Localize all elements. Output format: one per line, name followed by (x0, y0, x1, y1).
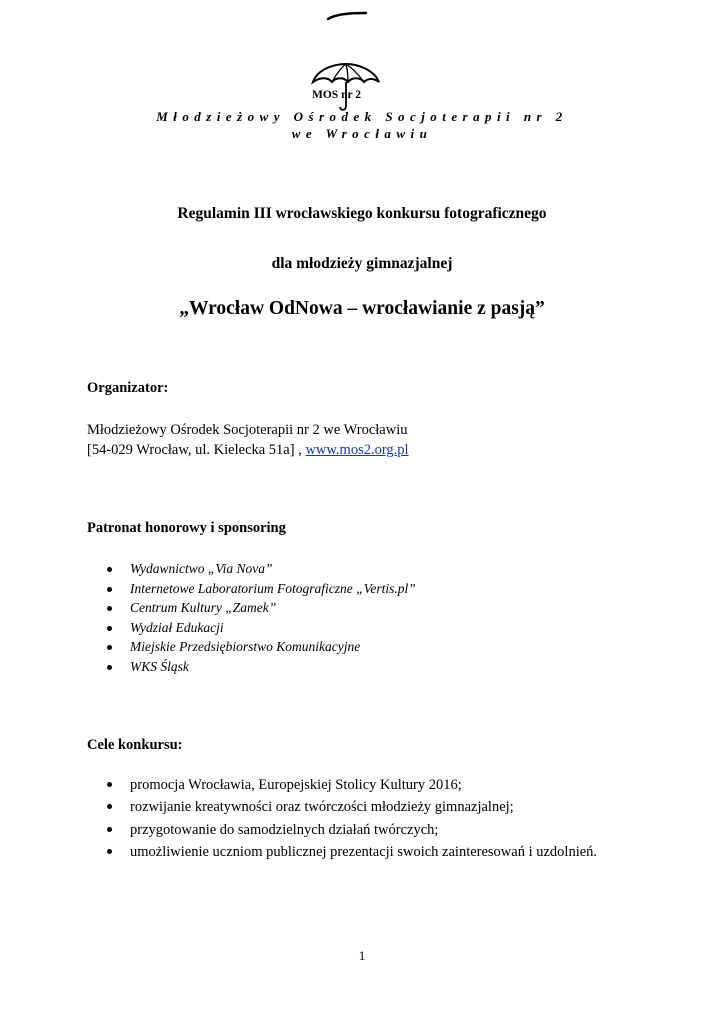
goal-item: promocja Wrocławia, Europejskiej Stolicy Kultury 2016; (106, 774, 640, 796)
goal-item: umożliwienie uczniom publicznej prezentacji swoich zainteresowań i uzdolnień. (106, 841, 640, 863)
logo-text: MOS nr 2 (312, 89, 361, 101)
goal-item: rozwijanie kreatywności oraz twórczości młodzieży gimnazjalnej; (106, 796, 640, 818)
school-name-line-2: we Wrocławiu (291, 126, 433, 141)
goals-list (106, 774, 640, 863)
goal-item: przygotowanie do samodzielnych działań twórczych; (106, 819, 640, 841)
patronage-item: Internetowe Laboratorium Fotograficzne „Vertis.pl” (106, 579, 646, 599)
pen-stroke-mark (326, 10, 368, 24)
patronage-item: Wydział Edukacji (106, 618, 646, 638)
umbrella-logo (308, 62, 382, 114)
patronage-item: Centrum Kultury „Zamek” (106, 598, 646, 618)
school-name-line-1: Młodzieżowy Ośrodek Socjoterapii nr 2 (156, 109, 568, 124)
page-number: 1 (358, 948, 366, 963)
organizer-website-link[interactable]: www.mos2.org.pl (305, 442, 409, 458)
document-subtitle: dla młodzieży gimnazjalnej (271, 255, 453, 272)
organizer-name: Młodzieżowy Ośrodek Socjoterapii nr 2 we Wrocławiu (87, 422, 408, 438)
organizer-heading: Organizator: (87, 380, 169, 396)
patronage-heading: Patronat honorowy i sponsoring (87, 520, 286, 536)
goals-heading: Cele konkursu: (87, 737, 183, 753)
organizer-address: [54-029 Wrocław, ul. Kielecka 51a] , (87, 442, 306, 458)
patronage-item: WKS Śląsk (106, 657, 646, 677)
patronage-item: Miejskie Przedsiębiorstwo Komunikacyjne (106, 637, 646, 657)
document-title: Regulamin III wrocławskiego konkursu fotograficznego (177, 205, 547, 222)
patronage-list (106, 559, 646, 677)
competition-name: „Wrocław OdNowa – wrocławianie z pasją” (179, 298, 545, 319)
patronage-item: Wydawnictwo „Via Nova” (106, 559, 646, 579)
organizer-address-line (87, 442, 409, 459)
